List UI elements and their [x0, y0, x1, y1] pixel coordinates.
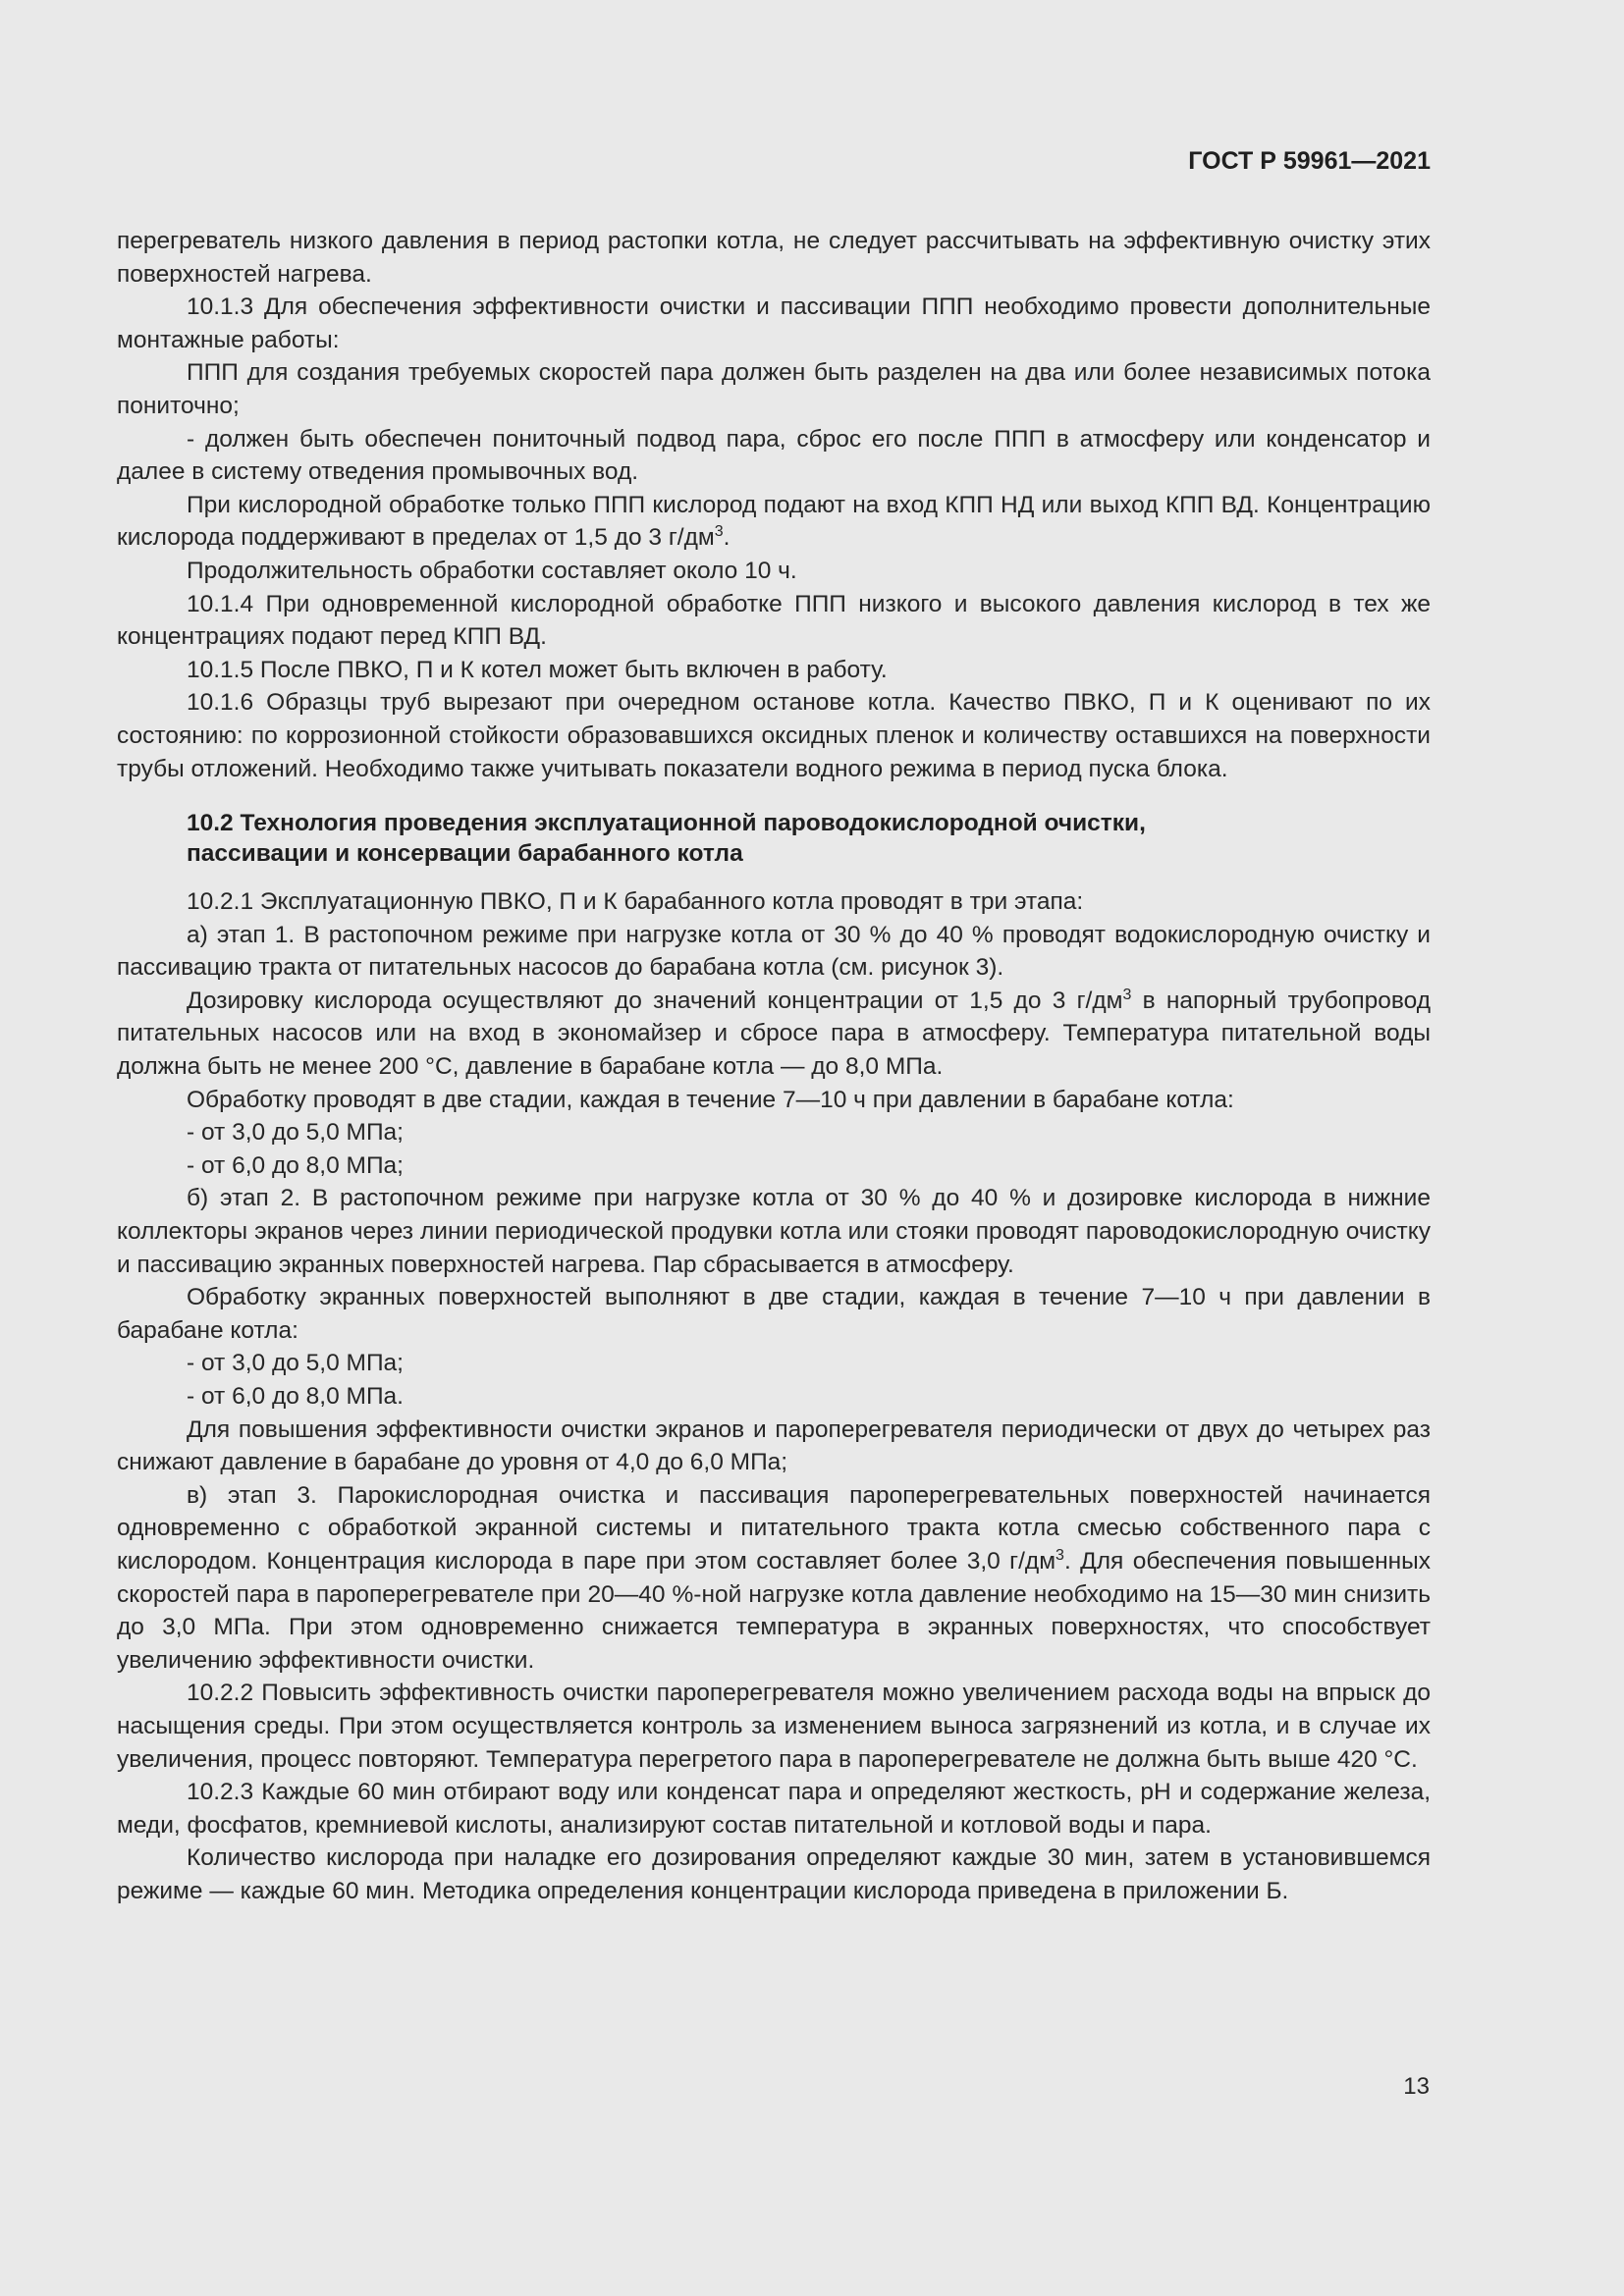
text-run: в) этап 3. Парокислородная очистка и пассивация пароперегревательных поверхностей начинается одновременно с обработкой экранной системы и питательного тракта котла смесью собственного пара с кислородом. Концентрация кислорода в паре при этом составляет более 3,0 г/дм	[117, 1481, 1431, 1575]
paragraph-10-1-6: 10.1.6 Образцы труб вырезают при очередном останове котла. Качество ПВКО, П и К оценивают по их состоянию: по коррозионной стойкости образовавшихся оксидных пленок и количеству оставшихся на поверхности трубы отложений. Необходимо также учитывать показатели водного режима в период пуска блока.	[117, 689, 1431, 782]
page-header-standard-id: ГОСТ Р 59961—2021	[1188, 147, 1431, 175]
superscript: 3	[1056, 1547, 1064, 1565]
paragraph-stage-1: а) этап 1. В растопочном режиме при нагрузке котла от 30 % до 40 % проводят водокислородную очистку и пассивацию тракта от питательных насосов до барабана котла (см. рисунок 3).	[117, 921, 1431, 982]
page-number: 13	[1403, 2073, 1430, 2100]
paragraph: ППП для создания требуемых скоростей пара должен быть разделен на два или более независимых потока пониточно;	[117, 359, 1431, 419]
paragraph-oxygen-dosing	[117, 985, 1431, 1084]
paragraph: Продолжительность обработки составляет около 10 ч.	[187, 557, 797, 584]
paragraph-10-1-4: 10.1.4 При одновременной кислородной обработке ППП низкого и высокого давления кислород в тех же концентрациях подают перед КПП ВД.	[117, 590, 1431, 651]
text-run: .	[723, 524, 731, 552]
superscript: 3	[1122, 987, 1132, 1004]
paragraph-10-1-3: 10.1.3 Для обеспечения эффективности очистки и пассивации ППП необходимо провести дополнительные монтажные работы:	[117, 294, 1431, 353]
heading-line: 10.2 Технология проведения эксплуатационной пароводокислородной очистки,	[187, 810, 1146, 837]
paragraph-stage-2: б) этап 2. В растопочном режиме при нагрузке котла от 30 % до 40 % и дозировке кислорода в нижние коллекторы экранов через линии периодической продувки котла или стояки проводят пароводокислородную очистку и пассивацию экранных поверхностей нагрева. Пар сбрасывается в атмосферу.	[117, 1185, 1431, 1278]
list-item: - от 6,0 до 8,0 МПа.	[187, 1383, 404, 1410]
paragraph: - должен быть обеспечен пониточный подвод пара, сброс его после ППП в атмосферу или конденсатор и далее в систему отведения промывочных вод.	[117, 425, 1431, 486]
paragraph-stage-3	[117, 1479, 1431, 1678]
list-item: - от 3,0 до 5,0 МПа;	[187, 1119, 404, 1147]
paragraph: Обработку проводят в две стадии, каждая в течение 7—10 ч при давлении в барабане котла:	[187, 1086, 1234, 1113]
list-item: - от 3,0 до 5,0 МПа;	[187, 1350, 404, 1377]
list-item: - от 6,0 до 8,0 МПа;	[187, 1151, 404, 1179]
paragraph: перегреватель низкого давления в период растопки котла, не следует рассчитывать на эффективную очистку этих поверхностей нагрева.	[117, 228, 1431, 288]
section-heading-10-2	[187, 808, 1431, 869]
text-run: в напорный трубопровод питательных насосов или на вход в экономайзер и сбросе пара в атмосферу. Температура питательной воды должна быть не менее 200 °С, давление в барабане котла — до 8,0 МПа.	[117, 987, 1431, 1081]
paragraph-10-2-2: 10.2.2 Повысить эффективность очистки пароперегревателя можно увеличением расхода воды на впрыск до насыщения среды. При этом осуществляется контроль за изменением выноса загрязнений из котла, и в случае их увеличения, процесс повторяют. Температура перегретого пара в пароперегревателе не должна быть выше 420 °С.	[117, 1680, 1431, 1773]
paragraph-10-2-3: 10.2.3 Каждые 60 мин отбирают воду или конденсат пара и определяют жесткость, рН и содержание железа, меди, фосфатов, кремниевой кислоты, анализируют состав питательной и котловой воды и пара.	[117, 1779, 1431, 1839]
heading-line: пассивации и консервации барабанного котла	[187, 840, 743, 868]
paragraph-10-1-5: 10.1.5 После ПВКО, П и К котел может быть включен в работу.	[187, 656, 888, 683]
document-body	[117, 225, 1431, 1908]
text-run: При кислородной обработке только ППП кислород подают на вход КПП НД или выход КПП ВД. Концентрацию кислорода поддерживают в пределах от 1,5 до 3 г/дм	[117, 491, 1431, 552]
paragraph: Для повышения эффективности очистки экранов и пароперегревателя периодически от двух до четырех раз снижают давление в барабане до уровня от 4,0 до 6,0 МПа;	[117, 1415, 1431, 1476]
paragraph: Обработку экранных поверхностей выполняют в две стадии, каждая в течение 7—10 ч при давлении в барабане котла:	[117, 1284, 1431, 1344]
text-run: . Для обеспечения повышенных скоростей пара в пароперегревателе при 20—40 %-ной нагрузке котла давление необходимо на 15—30 мин снизить до 3,0 МПа. При этом одновременно снижается температура в экранных поверхностях, что способствует увеличению эффективности очистки.	[117, 1547, 1432, 1674]
superscript: 3	[714, 523, 724, 541]
paragraph: Количество кислорода при наладке его дозирования определяют каждые 30 мин, затем в установившемся режиме — каждые 60 мин. Методика определения концентрации кислорода приведена в приложении Б.	[117, 1844, 1431, 1904]
paragraph-oxygen-concentration	[117, 489, 1431, 555]
text-run: Дозировку кислорода осуществляют до значений концентрации от 1,5 до 3 г/дм	[187, 987, 1123, 1014]
paragraph-10-2-1: 10.2.1 Эксплуатационную ПВКО, П и К барабанного котла проводят в три этапа:	[187, 888, 1084, 916]
